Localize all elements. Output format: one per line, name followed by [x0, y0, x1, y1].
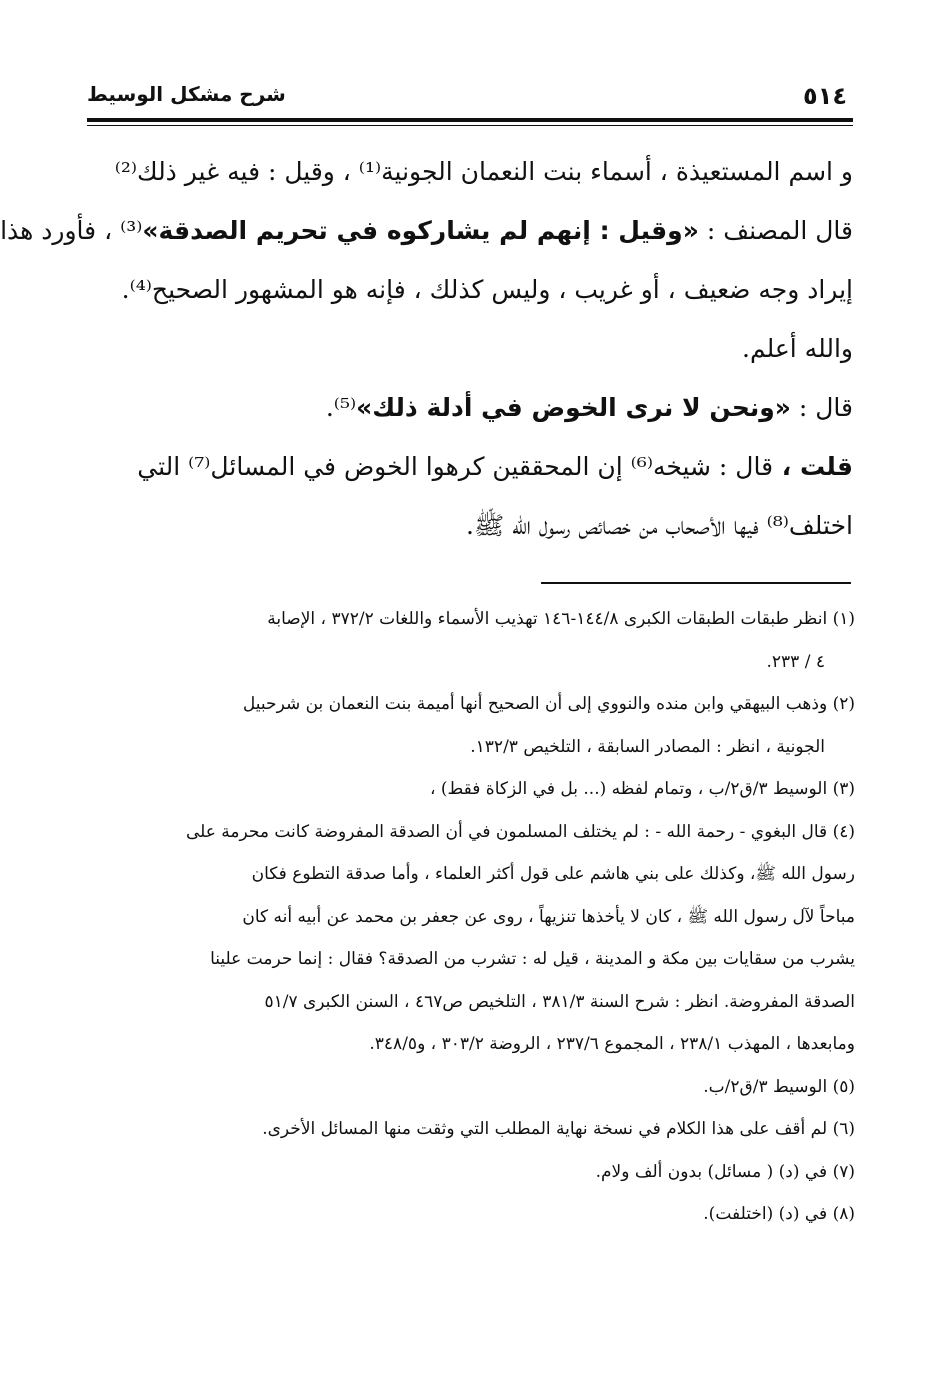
body-line-2-prefix: قال المصنف : — [698, 216, 853, 245]
body-line-6-rest: قال : شيخه⁽⁶⁾ إن المحققين كرهوا الخوض في المسائل⁽⁷⁾ التي — [137, 452, 774, 481]
body-line-2-suffix: ⁽³⁾ ، فأورد هذا — [0, 216, 143, 245]
footnote-8: (٨) في (د) (اختلفت). — [703, 1204, 855, 1224]
body-line-5-prefix: قال : — [790, 393, 853, 422]
footnote-4-line-1: (٤) قال البغوي - رحمة الله - : لم يختلف المسلمون في أن الصدقة المفروضة كانت محرمة على — [185, 821, 855, 842]
footnote-7: (٧) في (د) ( مسائل) بدون ألف ولام. — [595, 1161, 855, 1182]
main-text — [0, 142, 853, 555]
body-line-7: اختلف⁽⁸⁾ فيها الأصحاب من خصائص رسول الله ﷺ. — [466, 511, 853, 540]
body-line-3: إيراد وجه ضعيف ، أو غريب ، وليس كذلك ، فإنه هو المشهور الصحيح⁽⁴⁾. — [121, 275, 853, 304]
footnote-6: (٦) لم أقف على هذا الكلام في نسخة نهاية المطلب التي وثقت منها المسائل الأخرى. — [262, 1119, 855, 1139]
footnote-4-line-3: مباحاً لآل رسول الله ﷺ ، كان لا يأخذها تنزيهاً ، روى عن جعفر بن محمد عن أبيه أنه كان — [242, 906, 855, 927]
footnote-4-line-2: رسول الله ﷺ، وكذلك على بني هاشم على قول أكثر العلماء ، وأما صدقة التطوع فكان — [251, 864, 855, 884]
footnote-2-line-1: (٢) وذهب البيهقي وابن منده والنووي إلى أن الصحيح أنها أميمة بنت النعمان بن شرحبيل — [242, 694, 855, 714]
body-line-5 — [85, 378, 853, 437]
page-number: ٥١٤ — [803, 82, 847, 110]
footnote-4-line-5: الصدقة المفروضة. انظر : شرح السنة ٣٨١/٣ ، التلخيص ص٤٦٧ ، السنن الكبرى ٥١/٧ — [264, 991, 855, 1012]
header-rule-thick — [87, 118, 853, 122]
running-title: شرح مشكل الوسيط — [87, 82, 286, 106]
body-line-6-bold: قلت ، — [773, 452, 853, 481]
body-line-4: والله أعلم. — [742, 334, 853, 363]
body-line-5-suffix: ⁽⁵⁾. — [325, 393, 357, 422]
footnote-3: (٣) الوسيط ٣/ق٢/ب ، وتمام لفظه (... بل في الزكاة فقط) ، — [430, 779, 855, 799]
body-line-2-quote: «وقيل : إنهم لم يشاركوه في تحريم الصدقة» — [142, 216, 699, 245]
footnote-4-line-4: يشرب من سقايات بين مكة و المدينة ، قيل له : تشرب من الصدقة؟ فقال : إنما حرمت علينا — [210, 949, 855, 969]
footnote-5: (٥) الوسيط ٣/ق٢/ب. — [703, 1076, 855, 1097]
body-line-6 — [85, 437, 853, 496]
body-line-2 — [0, 201, 853, 260]
page-header — [87, 78, 847, 118]
footnote-2-line-2: الجونية ، انظر : المصادر السابقة ، التلخيص ١٣٢/٣. — [470, 736, 825, 757]
footnote-1-line-2: ٤ / ٢٣٣. — [766, 651, 825, 672]
footnote-4-line-6: ومابعدها ، المهذب ٢٣٨/١ ، المجموع ٢٣٧/٦ ، الروضة ٣٠٣/٢ ، و٣٤٨/٥. — [369, 1034, 855, 1054]
footnote-1-line-1: (١) انظر طبقات الطبقات الكبرى ١٤٤/٨-١٤٦ تهذيب الأسماء واللغات ٣٧٢/٢ ، الإصابة — [267, 609, 855, 629]
footnote-separator — [541, 582, 851, 584]
body-line-1: و اسم المستعيذة ، أسماء بنت النعمان الجونية⁽¹⁾ ، وقيل : فيه غير ذلك⁽²⁾ — [114, 157, 853, 186]
footnotes — [85, 598, 855, 1236]
body-line-5-quote: «ونحن لا نرى الخوض في أدلة ذلك» — [356, 393, 791, 422]
header-rule-thin — [87, 125, 853, 126]
